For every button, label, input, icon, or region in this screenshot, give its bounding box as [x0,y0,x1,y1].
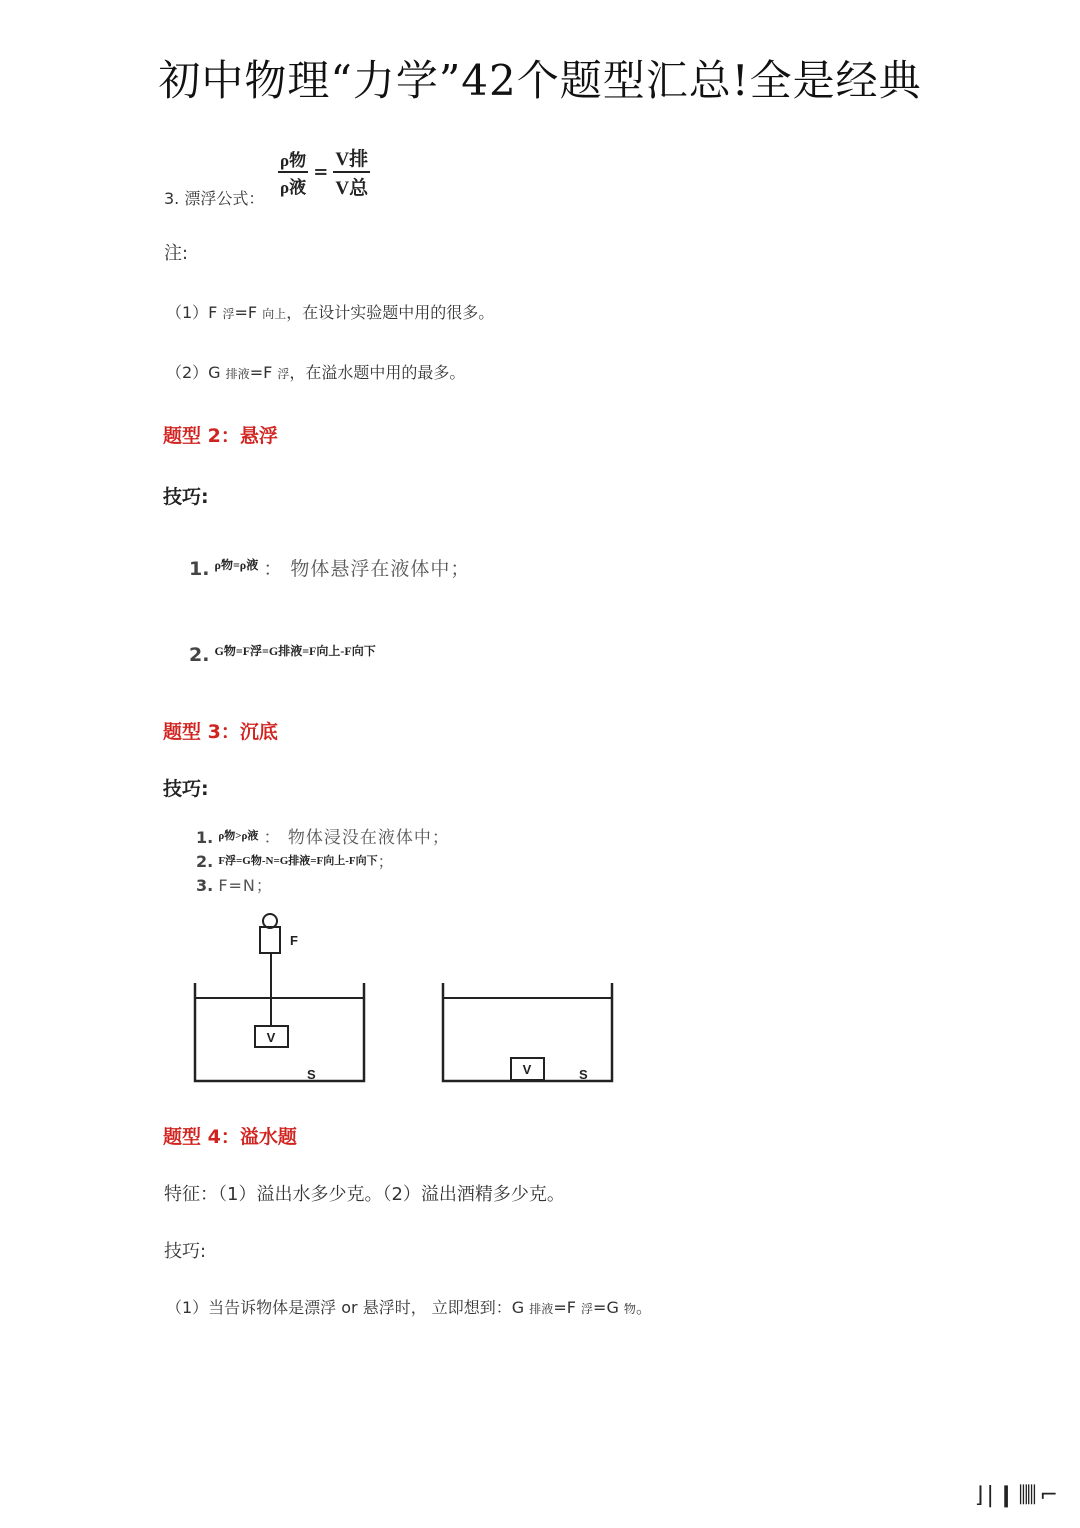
type3-item-1-text: ： 物体浸没在液体中； [263,828,450,848]
type4-item-1-sub2: 浮 [581,1302,594,1316]
note-2-sub2: 浮 [277,367,290,381]
type2-item-1 [189,554,470,581]
force-label: F [290,933,298,948]
type4-item-1-prefix: （1）当告诉物体是漂浮 or 悬浮时， 立即想到：G [166,1298,530,1317]
type3-item-2-formula: F浮=G物-N=G排液=F向上-F向下 [218,855,378,867]
type3-item-1-num: 1. [196,828,214,847]
spring-scale-hook [263,914,277,928]
note-1-prefix: （1）F [166,303,223,322]
type2-item-1-num: 1. [189,558,210,580]
type4-item-1-mid2: =G [593,1298,624,1317]
note-2-mid: =F [249,363,278,382]
type4-heading: 题型 4：溢水题 [163,1126,297,1148]
type3-tip-label: 技巧: [163,778,209,800]
type3-item-3 [196,873,273,896]
left-block-label: V [266,1030,276,1045]
type3-item-1-formula: ρ物>ρ液 [218,830,259,842]
type4-feature: 特征：（1）溢出水多少克。（2）溢出酒精多少克。 [164,1184,565,1205]
type2-item-2 [189,642,376,666]
type4-item-1-suffix: 。 [635,1298,652,1317]
type3-item-3-num: 3. [196,876,214,895]
type4-item-1-sub1: 排液 [529,1302,554,1316]
spring-scale-icon [260,927,280,953]
page-title: 初中物理“力学”42个题型汇总!全是经典 [158,56,922,105]
type4-item-1-mid: =F [553,1298,582,1317]
note-2-prefix: （2）G [166,363,226,382]
formula-rhs-bottom: V总 [335,178,369,199]
type2-item-2-formula: G物=F浮=G排液=F向上-F向下 [214,644,376,658]
note-1-sub2: 向上 [262,307,287,321]
type3-item-2-num: 2. [196,852,214,871]
formula-rhs-top: V排 [333,144,370,173]
note-2-sub1: 排液 [225,367,250,381]
right-block-label: V [522,1062,532,1077]
type3-heading: 题型 3：沉底 [163,721,278,743]
type3-item-1 [196,823,450,848]
type3-item-2 [196,849,395,872]
type3-item-2-suffix: ； [377,852,395,871]
formula-lhs-top: ρ物 [278,146,308,173]
type2-heading: 题型 2：悬浮 [163,425,278,447]
type4-item-1 [166,1295,652,1318]
type4-item-1-sub3: 物 [623,1302,636,1316]
note-1-mid: =F [234,303,263,322]
type2-item-1-text: ： 物体悬浮在液体中； [263,558,471,580]
type2-tip-label: 技巧: [163,486,209,508]
footer-glyphs: ⌋ | ❙ ⫼⫼ ⌐ [974,1483,1056,1508]
left-beaker-diagram [195,914,364,1082]
note-1-suffix: ，在设计实验题中用的很多。 [286,303,495,322]
type2-item-2-num: 2. [189,644,210,666]
sinking-diagrams [180,905,640,1095]
type3-item-3-text: F=N； [218,876,273,895]
right-beaker-diagram [443,983,612,1082]
type4-tip-label: 技巧: [164,1241,207,1262]
float-formula [278,144,370,200]
left-bottom-label: S [307,1067,316,1082]
float-formula-label: 3. 漂浮公式： [164,189,265,208]
note-2-suffix: ，在溢水题中用的最多。 [289,363,466,382]
note-2 [166,360,465,383]
formula-lhs-bottom: ρ液 [280,178,307,197]
right-bottom-label: S [579,1067,588,1082]
formula-equals: = [313,161,329,183]
note-1-sub1: 浮 [222,307,235,321]
note-1 [166,300,494,323]
note-label: 注: [164,243,189,264]
type2-item-1-formula: ρ物=ρ液 [214,558,259,572]
